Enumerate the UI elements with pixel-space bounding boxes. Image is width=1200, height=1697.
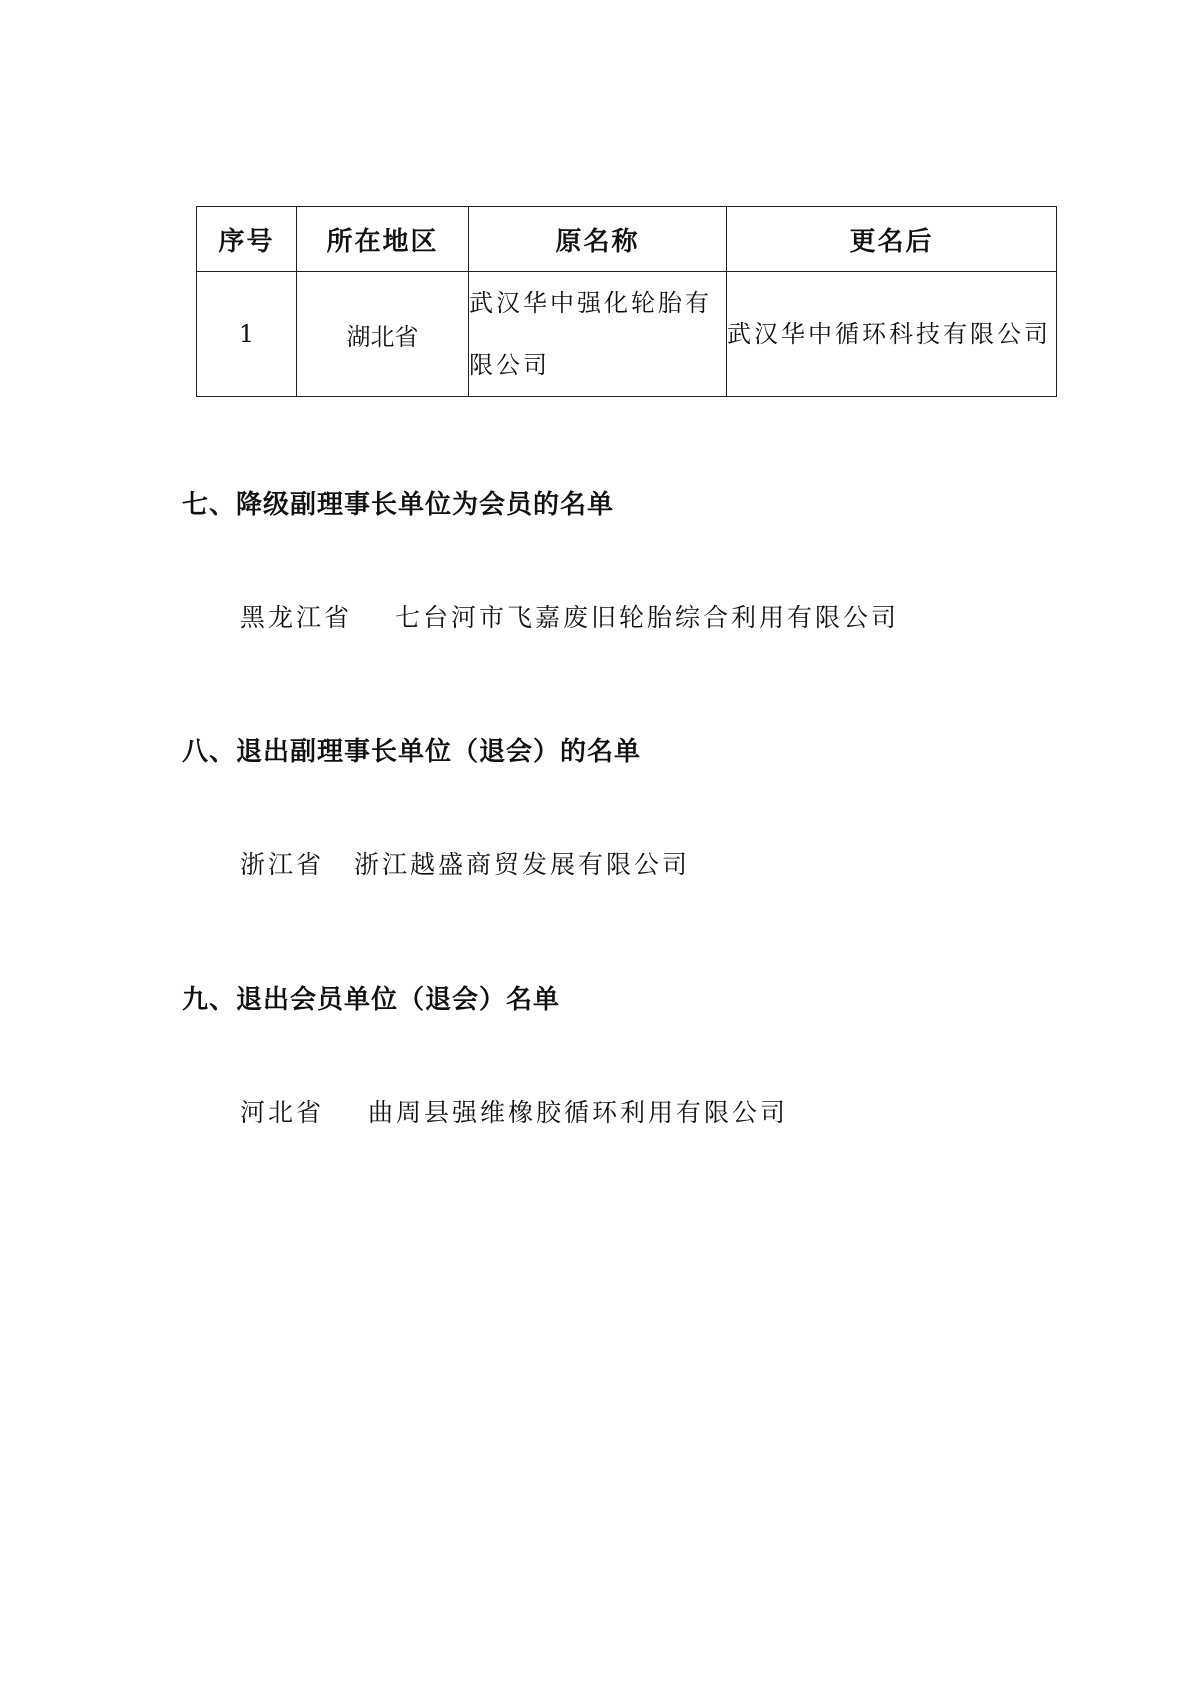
section-entry-9 — [240, 1093, 788, 1129]
section-heading-7: 七、降级副理事长单位为会员的名单 — [182, 490, 615, 520]
section-heading-8: 八、退出副理事长单位（退会）的名单 — [182, 737, 642, 767]
entry-company: 七台河市飞嘉废旧轮胎综合利用有限公司 — [395, 603, 900, 632]
entry-company: 曲周县强维橡胶循环利用有限公司 — [368, 1098, 789, 1127]
entry-company: 浙江越盛商贸发展有限公司 — [354, 850, 691, 879]
section-entry-7 — [240, 598, 899, 634]
cell-original-name: 武汉华中强化轮胎有限公司 — [469, 272, 727, 397]
cell-new-name: 武汉华中循环科技有限公司 — [727, 272, 1057, 397]
header-index: 序号 — [197, 207, 297, 272]
entry-region: 黑龙江省 — [240, 603, 353, 632]
entry-region: 浙江省 — [240, 850, 325, 879]
cell-region: 湖北省 — [297, 272, 469, 397]
table-row — [197, 272, 1057, 397]
section-heading-9: 九、退出会员单位（退会）名单 — [182, 985, 561, 1015]
table-header-row — [197, 207, 1057, 272]
header-region: 所在地区 — [297, 207, 469, 272]
name-change-table — [196, 206, 1057, 397]
entry-region: 河北省 — [240, 1098, 325, 1127]
header-original-name: 原名称 — [469, 207, 727, 272]
header-new-name: 更名后 — [727, 207, 1057, 272]
section-entry-8 — [240, 845, 690, 881]
cell-index: 1 — [197, 272, 297, 397]
